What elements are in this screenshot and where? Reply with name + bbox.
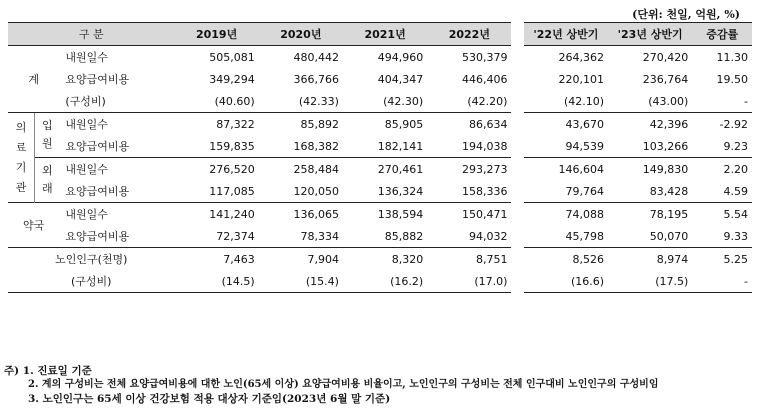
header-col-2020: 2020년 xyxy=(259,23,343,46)
cell-value: (43.00) xyxy=(648,94,689,108)
cell-value: 159,835 xyxy=(209,139,255,153)
cell-value: 150,471 xyxy=(427,203,511,226)
footnote-1: 주) 1. 진료일 기준 xyxy=(4,365,92,377)
table-row xyxy=(8,180,752,203)
cell-value: 220,101 xyxy=(558,72,605,86)
cell-value: (15.4) xyxy=(259,270,343,293)
header-col-22h1: '22년 상반기 xyxy=(524,23,608,46)
row-label: 내원일수 xyxy=(59,203,174,226)
cell-value: 168,382 xyxy=(293,139,339,153)
cell-value: - xyxy=(692,270,752,293)
cell-value: 5.25 xyxy=(692,248,752,271)
cell-value: (16.6) xyxy=(524,270,608,293)
row-label: 요양급여비용 xyxy=(65,140,130,153)
cell-value: 74,088 xyxy=(524,203,608,226)
cell-value: 78,334 xyxy=(300,229,339,243)
cell-value: (42.20) xyxy=(467,94,508,108)
footnotes xyxy=(4,364,658,406)
row-label: 내원일수 xyxy=(59,113,174,136)
unit-note: (단위: 천일, 억원, %) xyxy=(632,8,740,21)
cell-value: 270,461 xyxy=(343,158,427,181)
table-row xyxy=(8,90,752,113)
cell-value: 9.33 xyxy=(723,229,748,243)
table-row xyxy=(8,270,752,293)
cell-value: 83,428 xyxy=(649,184,689,198)
header-col-2019: 2019년 xyxy=(174,23,258,46)
row-label: 내원일수 xyxy=(59,158,174,181)
cell-value: 5.54 xyxy=(692,203,752,226)
cell-value: 85,892 xyxy=(259,113,343,136)
group-outpatient: 외래 xyxy=(35,158,60,203)
cell-value: (42.33) xyxy=(298,94,339,108)
cell-value: (14.5) xyxy=(174,270,258,293)
cell-value: 7,904 xyxy=(259,248,343,271)
cell-value: 7,463 xyxy=(174,248,258,271)
cell-value: 349,294 xyxy=(209,72,255,86)
cell-value: 117,085 xyxy=(209,184,255,198)
cell-value: 42,396 xyxy=(608,113,692,136)
header-col-23h1: '23년 상반기 xyxy=(608,23,692,46)
cell-value: 78,195 xyxy=(608,203,692,226)
table-row xyxy=(8,158,752,181)
cell-value: (17.0) xyxy=(427,270,511,293)
cell-value: 120,050 xyxy=(293,184,339,198)
cell-value: 50,070 xyxy=(649,229,689,243)
cell-value: 8,526 xyxy=(524,248,608,271)
row-label: 요양급여비용 xyxy=(65,230,130,243)
header-category: 구 분 xyxy=(8,23,174,46)
cell-value: 8,974 xyxy=(608,248,692,271)
cell-value: 194,038 xyxy=(461,139,508,153)
header-col-change: 증감률 xyxy=(692,23,752,46)
cell-value: 149,830 xyxy=(608,158,692,181)
cell-value: 136,065 xyxy=(259,203,343,226)
cell-value: 94,032 xyxy=(468,229,508,243)
cell-value: (42.10) xyxy=(563,94,605,108)
cell-value: 366,766 xyxy=(293,72,339,86)
cell-value: 258,484 xyxy=(259,158,343,181)
cell-value: 43,670 xyxy=(524,113,608,136)
table-row xyxy=(8,225,752,248)
row-label: 요양급여비용 xyxy=(65,73,130,86)
cell-value: 72,374 xyxy=(216,229,255,243)
cell-value: 505,081 xyxy=(174,46,258,69)
cell-value: 158,336 xyxy=(461,184,508,198)
cell-value: 8,320 xyxy=(343,248,427,271)
cell-value: 9.23 xyxy=(723,139,748,153)
cell-value: 86,634 xyxy=(427,113,511,136)
group-medical: 의료기관 xyxy=(8,113,35,203)
table-row xyxy=(8,203,752,226)
cell-value: 94,539 xyxy=(565,139,605,153)
table-row xyxy=(8,113,752,136)
cell-value: 136,324 xyxy=(377,184,424,198)
group-pharmacy: 약국 xyxy=(8,203,59,248)
cell-value: 270,420 xyxy=(608,46,692,69)
group-total: 계 xyxy=(8,46,59,113)
cell-value: 87,322 xyxy=(174,113,258,136)
statistics-table xyxy=(8,22,752,293)
cell-value: 236,764 xyxy=(642,72,689,86)
table-row xyxy=(8,46,752,69)
cell-value: 141,240 xyxy=(174,203,258,226)
header-row xyxy=(8,23,752,46)
table-row xyxy=(8,135,752,158)
cell-value: 45,798 xyxy=(565,229,605,243)
cell-value: 146,604 xyxy=(524,158,608,181)
cell-value: (40.60) xyxy=(214,94,255,108)
cell-value: 79,764 xyxy=(565,184,605,198)
column-gap xyxy=(511,23,523,46)
header-col-2022: 2022년 xyxy=(427,23,511,46)
table-row xyxy=(8,248,752,271)
cell-value: 404,347 xyxy=(377,72,424,86)
cell-value: - xyxy=(744,94,748,108)
header-col-2021: 2021년 xyxy=(343,23,427,46)
cell-value: 8,751 xyxy=(427,248,511,271)
cell-value: 293,273 xyxy=(427,158,511,181)
cell-value: 264,362 xyxy=(524,46,608,69)
row-label: (구성비) xyxy=(8,270,174,293)
cell-value: 480,442 xyxy=(259,46,343,69)
cell-value: -2.92 xyxy=(692,113,752,136)
group-inpatient: 입원 xyxy=(35,113,60,158)
cell-value: 446,406 xyxy=(461,72,508,86)
cell-value: (17.5) xyxy=(608,270,692,293)
cell-value: 19.50 xyxy=(716,72,748,86)
table-row xyxy=(8,68,752,90)
cell-value: 11.30 xyxy=(692,46,752,69)
cell-value: (16.2) xyxy=(343,270,427,293)
cell-value: 103,266 xyxy=(642,139,689,153)
row-label: (구성비) xyxy=(65,95,106,108)
footnote-3: 3. 노인인구는 65세 이상 건강보험 적용 대상자 기준임(2023년 6월 말 기준) xyxy=(28,393,391,405)
cell-value: 276,520 xyxy=(174,158,258,181)
row-label: 노인인구(천명) xyxy=(8,248,174,271)
cell-value: 2.20 xyxy=(692,158,752,181)
cell-value: 138,594 xyxy=(343,203,427,226)
cell-value: 494,960 xyxy=(343,46,427,69)
row-label: 내원일수 xyxy=(59,46,174,69)
footnote-2: 2. 계의 구성비는 전체 요양급여비용에 대한 노인(65세 이상) 요양급여비용 비율이고, 노인인구의 구성비는 전체 인구대비 노인인구의 구성비임 xyxy=(28,379,659,390)
cell-value: 530,379 xyxy=(427,46,511,69)
cell-value: 182,141 xyxy=(377,139,424,153)
cell-value: 85,905 xyxy=(343,113,427,136)
cell-value: 85,882 xyxy=(384,229,424,243)
cell-value: 4.59 xyxy=(723,184,748,198)
row-label: 요양급여비용 xyxy=(65,185,130,198)
cell-value: (42.30) xyxy=(383,94,424,108)
